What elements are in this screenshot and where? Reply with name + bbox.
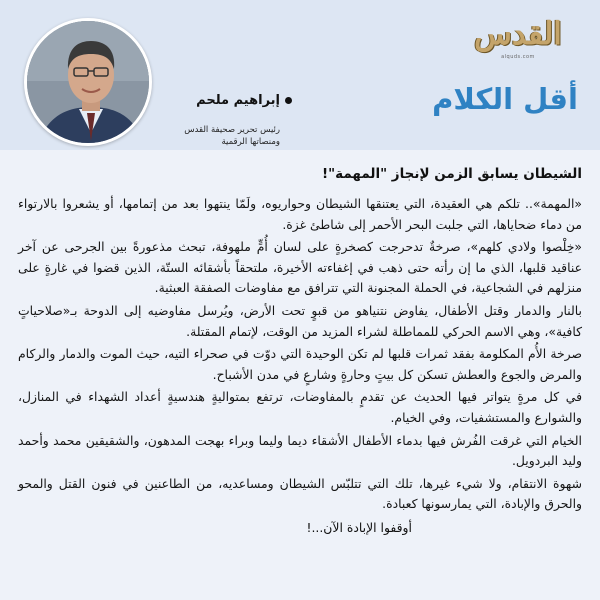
author-role-line2: ومنصاتها الرقمية xyxy=(221,137,280,147)
author-name xyxy=(172,93,292,108)
article-paragraph: «خِلْصوا ولادي كلهم»، صرخةٌ تدحرجت كصخرةٍ على لسان أُمٍّ ملهوفة، تبحث مذعورةً بين الجرحى عن آخر عناقيد قلبها، الذي ما إن رأته حتى ذهب في إغفاءته الأخيرة، ملتحقاً بأشقائه الستّة، الذين قضوا في غارةٍ على منزلهم في الشجاعية، في الحملة المجنونة التي تترافق مع مفاوضات الصفقة العبثية. xyxy=(18,239,582,296)
article-paragraph: الخيام التي غرقت الفُرش فيها بدماء الأطفال الأشقاء ديما وليما وبراء بهجت المدهون، والشقيقين محمد وأحمد وليد البردويل. xyxy=(18,432,582,469)
author-photo xyxy=(24,18,152,146)
article-paragraph: «المهمة».. تلكم هي العقيدة، التي يعتنقها الشيطان وحواريوه، ولَمّا ينتهوا بعد من إتمامها، أو يشعروا بالارتواء من دماء ضحاياها، التي جلبت البحر الأحمر إلى شاطئ غزة. xyxy=(18,196,582,232)
article-body xyxy=(18,166,582,539)
logo-wordmark: القدس xyxy=(474,16,562,52)
logo-url: alquds.com xyxy=(501,54,535,60)
author-portrait-image xyxy=(27,21,152,146)
article-paragraph: في كل مرةٍ يتواتر فيها الحديث عن تقدمٍ بالمفاوضات، ترتفع بمتواليةٍ هندسيةٍ أعداد الشهداء في المنازل، والشوارع والمستشفيات، وفي الخيام. xyxy=(18,389,582,425)
author-name-text: إبراهيم ملحم xyxy=(196,93,280,108)
author-role-line1: رئيس تحرير صحيفة القدس xyxy=(184,125,280,135)
author-role xyxy=(160,124,280,148)
article-closing-line: أوقفوا الإبادة الآن...! xyxy=(306,519,412,535)
article-headline: الشيطان يسابق الزمن لإنجاز "المهمة"! xyxy=(321,166,582,182)
article-paragraph: صرخة الأُم المكلومة بفقد ثمرات قلبها لم تكن الوحيدة التي دوّت في صحراء التيه، حيث الموت والدمار والركام والمرض والجوع والعطش تسكن كل بيتٍ وحارةٍ وشارعٍ في مدن الأشباح. xyxy=(18,346,582,382)
article-paragraph: شهوة الانتقام، ولا شيء غيرها، تلك التي تتلبّس الشيطان ومساعديه، من الطاعنين في فنون القتل والمحو والحرق والإبادة، التي يمارسونها كعبادة. xyxy=(18,475,582,512)
article-paragraph: بالنار والدمار وقتل الأطفال، يفاوض نتنياهو من قبوٍ تحت الأرض، ويُرسل مفاوضيه إلى الدوحة بـ«صلاحياتٍ كافية»، وهي الاسم الحركي للمماطلة لشراء المزيد من الوقت، لإتمام المقتلة. xyxy=(18,302,582,339)
newspaper-logo xyxy=(458,14,578,66)
bullet-dot xyxy=(285,97,292,104)
column-title: أقل الكلام xyxy=(432,82,578,116)
